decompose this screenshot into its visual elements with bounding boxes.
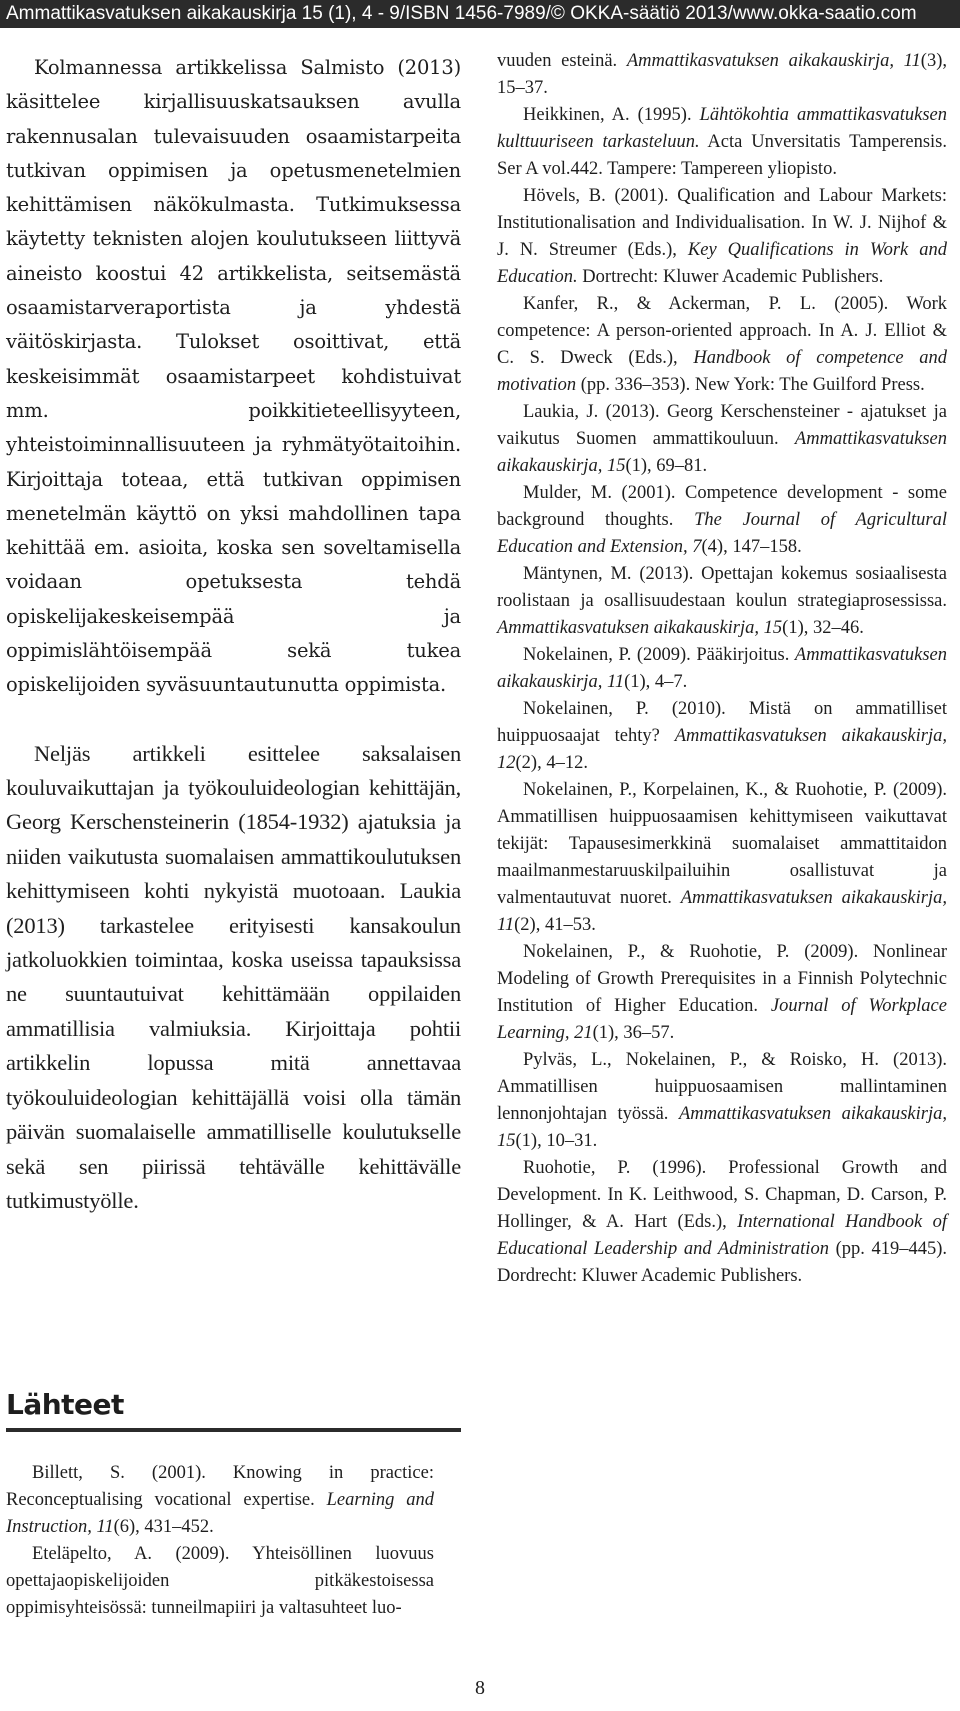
reference-details: (3), 15–37. (497, 51, 947, 98)
reference-details: (1), 69–81. (625, 456, 708, 476)
reference-source: Ammattikasvatuksen aikakauskirja, 15 (497, 429, 947, 476)
reference-text: Mulder, M. (2001). Competence development - some background thoughts. (497, 483, 947, 530)
reference-text: Laukia, J. (2013). Georg Kerschensteiner - ajatukset ja vaikutus Suomen ammattikouluun. (497, 402, 947, 449)
reference-source: Ammattikasvatuksen aikakauskirja, 11 (626, 51, 921, 71)
reference-source: Learning and Instruction, 11 (6, 1490, 435, 1537)
reference-source: The Journal of Agricultural Education and Extension, 7 (497, 510, 948, 557)
reference-text: Eteläpelto, A. (2009). Yhteisöllinen luovuus opettajaopiskelijoiden pitkäkestoisessa oppimisyhteisössä: tunneilmapiiri ja valtasuhteet luo- (6, 1544, 434, 1618)
reference-entry (497, 1155, 947, 1290)
reference-entry (497, 399, 947, 480)
reference-text: Nokelainen, P., & Ruohotie, P. (2009). Nonlinear Modeling of Growth Prerequisites in a Finnish Polytechnic Institution of Higher Education. (497, 942, 947, 1016)
reference-text: Mäntynen, M. (2013). Opettajan kokemus sosiaalisesta roolistaan ja osallisuudestaan koulun strategiaprosessissa. (497, 564, 947, 611)
reference-entry (497, 777, 947, 939)
heading-rule (6, 1428, 461, 1432)
references-heading: Lähteet (6, 1388, 124, 1421)
reference-source: Key Qualifications in Work and Education. (497, 240, 947, 287)
references-list-right (497, 48, 947, 1290)
reference-details: (pp. 336–353). New York: The Guilford Press. (576, 375, 925, 395)
body-text (6, 51, 461, 1218)
reference-source: Ammattikasvatuksen aikakauskirja, 15 (497, 1104, 947, 1151)
reference-details: (2), 4–12. (515, 753, 588, 773)
reference-text: vuuden esteinä. (497, 51, 627, 71)
reference-source: Ammattikasvatuksen aikakauskirja, 15 (497, 618, 783, 638)
reference-source: International Handbook of Educational Leadership and Administration (497, 1212, 947, 1259)
reference-entry (497, 102, 947, 183)
reference-entry (497, 1047, 947, 1155)
references-list-left (6, 1460, 434, 1622)
reference-source: Journal of Workplace Learning, 21 (497, 996, 947, 1043)
reference-text: Nokelainen, P. (2009). Pääkirjoitus. (523, 645, 795, 665)
reference-details: Acta Unversitatis Tamperensis. Ser A vol.442. Tampere: Tampereen yliopisto. (497, 132, 947, 179)
reference-text: Kanfer, R., & Ackerman, P. L. (2005). Work competence: A person-oriented approach. In A. J. Elliot & C. S. Dweck (Eds.), (497, 294, 947, 368)
reference-entry (497, 642, 947, 696)
reference-details: (1), 32–46. (782, 618, 864, 638)
reference-details: (6), 431–452. (113, 1517, 214, 1537)
reference-text: Nokelainen, P., Korpelainen, K., & Ruohotie, P. (2009). Ammatillisen huippuosaamisen kehittymiseen vaikuttavat tekijät: Tapausesimerkkinä suomalaiset ammattitaidon maailmanmestaruuskilpailuihin osallistuvat ja valmentautuvat nuoret. (497, 780, 947, 908)
reference-entry (497, 939, 947, 1047)
page-number: 8 (475, 1677, 485, 1699)
reference-text: Billett, S. (2001). Knowing in practice: Reconceptualising vocational expertise. (6, 1463, 434, 1510)
reference-details: (2), 41–53. (514, 915, 596, 935)
reference-text: Nokelainen, P. (2010). Mistä on ammatilliset huippuosaajat tehty? (497, 699, 947, 746)
reference-entry (6, 1541, 434, 1622)
reference-details: (1), 4–7. (624, 672, 688, 692)
reference-source: Handbook of competence and motivation (497, 348, 947, 395)
reference-text: Heikkinen, A. (1995). (523, 105, 700, 125)
reference-source: Ammattikasvatuksen aikakauskirja, 11 (497, 888, 947, 935)
reference-source: Ammattikasvatuksen aikakauskirja, 12 (497, 726, 947, 773)
paragraph-laukia: Neljäs artikkeli esittelee saksalaisen kouluvaikuttajan ja työkouluideologian kehittäjän, Georg Kerschensteinerin (1854-1932) ajatuksia ja niiden vaikutusta suomalaisen ammattikoulutuksen kehittymiseen kohti nykyistä muotoaan. Laukia (2013) tarkastelee erityisesti kansakoulun jatkoluokkien toimintaa, koska useissa tapauksissa ne suuntautuivat kehittämään oppilaiden ammatillisia valmiuksia. Kirjoittaja pohtii artikkelin lopussa mitä annettavaa työkouluideologian kehittäjällä voisi olla tämän päivän suomalaiselle ammatilliselle koulutukselle sekä sen piirissä tehtävälle kehittävälle tutkimustyölle. (6, 740, 461, 1213)
journal-header: Ammattikasvatuksen aikakauskirja 15 (1), 4 - 9/ISBN 1456-7989/© OKKA-säätiö 2013/www.okka-saatio.com (0, 0, 960, 28)
reference-entry (497, 696, 947, 777)
reference-entry (497, 48, 947, 102)
reference-details: (pp. 419–445). Dordrecht: Kluwer Academic Publishers. (497, 1239, 947, 1286)
reference-details: Dortrecht: Kluwer Academic Publishers. (577, 267, 884, 287)
reference-text: Pylväs, L., Nokelainen, P., & Roisko, H. (2013). Ammatillisen huippuosaamisen mallintaminen lennonjohtajan työssä. (497, 1050, 947, 1124)
reference-source: Lähtökohtia ammattikasvatuksen kulttuuriseen tarkasteluun. (497, 105, 947, 152)
reference-entry (497, 561, 947, 642)
reference-entry (6, 1460, 434, 1541)
reference-text: Hövels, B. (2001). Qualification and Labour Markets: Institutionalisation and Individualisation. In W. J. Nijhof & J. N. Streumer (Eds.), (497, 186, 947, 260)
reference-source: Ammattikasvatuksen aikakauskirja, 11 (497, 645, 947, 692)
paragraph-salmisto: Kolmannessa artikkelissa Salmisto (2013) käsittelee kirjallisuuskatsauksen avulla rakennusalan tulevaisuuden osaamistarpeita tutkivan oppimisen ja opetusmenetelmien kehittämisen näkökulmasta. Tutkimuksessa käytetty teknisten alojen koulutukseen liittyvä aineisto koostui 42 artikkelista, seitsemästä osaamistarveraportista ja yhdestä väitöskirjasta. Tulokset osoittivat, että keskeisimmät osaamistarpeet kohdistuivat mm. poikkitieteellisyyteen, yhteistoiminnallisuuteen ja ryhmätyötaitoihin. Kirjoittaja toteaa, että tutkivan oppimisen menetelmän käyttö on yksi mahdollinen tapa kehittää em. asioita, koska sen soveltamisella voidaan opetuksesta tehdä opiskelijakeskeisempää ja oppimislähtöisempää sekä tukea opiskelijoiden syväsuuntautunutta oppimista. (6, 56, 461, 697)
reference-details: (1), 36–57. (592, 1023, 675, 1043)
reference-text: Ruohotie, P. (1996). Professional Growth and Development. In K. Leithwood, S. Chapman, D. Carson, P. Hollinger, & A. Hart (Eds.), (497, 1158, 947, 1232)
reference-entry (497, 480, 947, 561)
reference-entry (497, 291, 947, 399)
reference-entry (497, 183, 947, 291)
reference-details: (1), 10–31. (515, 1131, 598, 1151)
reference-details: (4), 147–158. (701, 537, 802, 557)
